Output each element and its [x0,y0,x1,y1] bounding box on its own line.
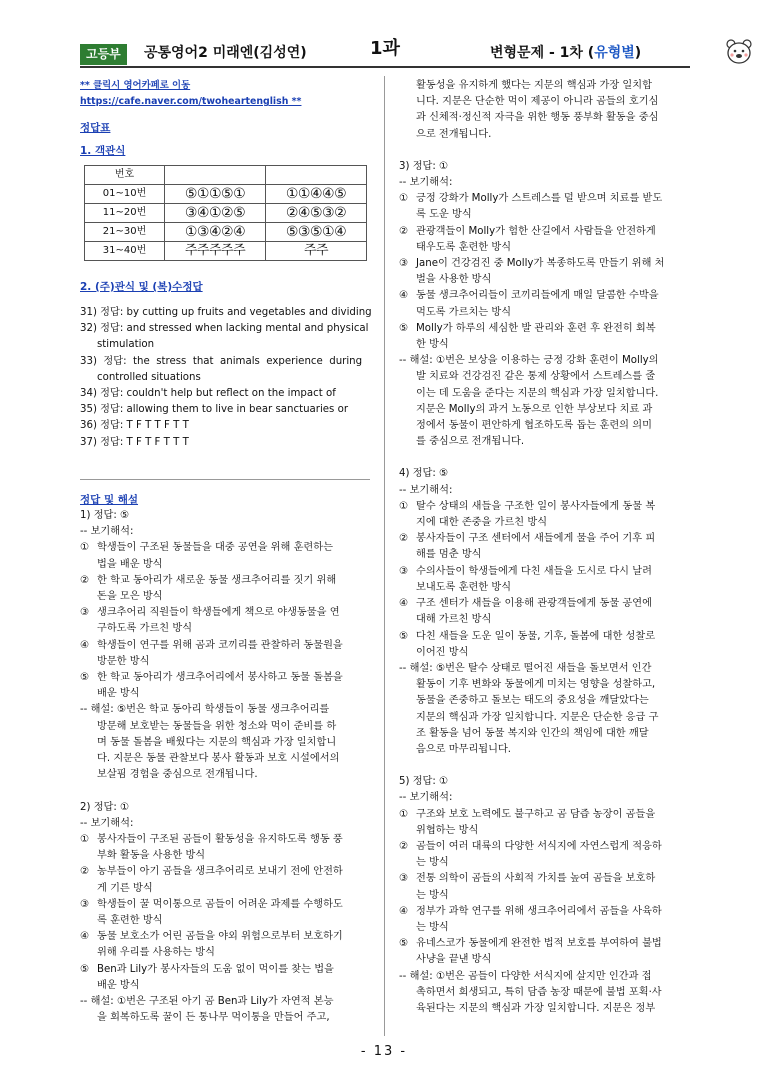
option-item [399,531,689,547]
explanation-line: -- 해설: ⑤번은 탈수 상태로 떨어진 새들을 돌보면서 인간 [399,662,652,674]
question-1 [80,508,370,783]
option-text-cont: 방문한 방식 [97,655,150,667]
subjective-answer-cont: stimulation [97,339,155,351]
option-mark: ③ [399,565,409,577]
range-cell: 01~10번 [85,184,165,203]
option-mark: ⑤ [80,672,90,684]
options-label: -- 보기해석: [80,526,134,538]
option-text: 관광객들이 Molly가 험한 산길에서 사람들을 안전하게 [416,225,656,237]
table-row [85,203,367,222]
option-text: 봉사자들이 구조 센터에서 새들에게 물을 주어 기후 피 [416,533,656,545]
explanation-line: 보살핌 경험을 중심으로 전개됩니다. [97,769,258,781]
option-item [399,288,689,304]
explanation-line: 니다. 지문은 단순한 먹이 제공이 아니라 곰들의 호기심 [416,96,659,108]
subjective-answer: 36) 정답: T F T T F T T [80,420,189,432]
option-text: 농부들이 아기 곰들을 생크추어리로 보내기 전에 안전하 [97,866,343,878]
explanation-line: 활동이 기후 변화와 동물에게 미치는 영향을 성찰하고, [416,679,656,691]
option-text: 전통 의학이 곰들의 사회적 가치를 높여 곰들을 보호하 [416,873,656,885]
table-row [85,165,367,184]
option-mark: ⑤ [399,322,409,334]
option-mark: ③ [399,258,409,270]
option-item [399,629,689,645]
answer-cell: ③④①②⑤ [165,203,266,222]
options-label: -- 보기해석: [399,177,453,189]
answer-cell: 주주 [266,241,367,260]
option-item [399,321,689,337]
subjective-answer: 33) 정답: the stress that animals experience during [80,355,363,367]
option-mark: ⑤ [80,963,90,975]
option-mark: ① [399,500,409,512]
options-label: -- 보기해석: [399,792,453,804]
question-5 [399,774,689,1017]
option-mark: ④ [80,639,90,651]
level-badge: 고등부 [80,44,127,65]
option-text: 탈수 상태의 새들을 구조한 일이 봉사자들에게 동물 복 [416,500,656,512]
answer-table [84,165,367,261]
option-text-cont: 록 도운 방식 [416,209,472,221]
option-item [80,864,370,880]
option-item [399,191,689,207]
option-text-cont: 위협하는 방식 [416,824,479,836]
option-text-cont: 먹도록 가르치는 방식 [416,306,512,318]
left-column [80,78,370,1026]
option-mark: ④ [399,598,409,610]
page-header [80,38,690,68]
option-mark: ① [80,542,90,554]
option-text: 구조와 보호 노력에도 불구하고 곰 담즙 농장이 곰들을 [416,808,656,820]
option-item [399,839,689,855]
option-item [80,929,370,945]
subjective-answer: 35) 정답: allowing them to live in bear sanctuaries or [80,404,349,416]
unit-title: 1과 [370,38,400,59]
option-text-cont: 법을 배운 방식 [97,558,163,570]
option-text-cont: 게 기른 방식 [97,882,153,894]
option-mark: ③ [80,607,90,619]
explanation-line: 이는 데 도움을 준다는 지문의 핵심과 가장 일치합니다. [416,387,659,399]
answer-key-title: 정답표 [80,122,111,135]
subjective-answer: 31) 정답: by cutting up fruits and vegetables and dividing [80,307,372,319]
option-item [80,832,370,848]
cafe-link[interactable]: ** 클릭시 영어카페로 이동 https://cafe.naver.com/twoheartenglish ** [80,80,302,108]
explanation-line: 를 중심으로 전개됩니다. [416,436,525,448]
option-text-cont: 배운 방식 [97,688,140,700]
explanation-line: 을 회복하도록 꿀이 든 통나무 먹이통을 만들어 주고, [97,1012,330,1024]
explanation-line: 으로 전개됩니다. [416,128,492,140]
option-item [80,573,370,589]
options-label: -- 보기해석: [80,817,134,829]
option-mark: ① [80,833,90,845]
option-text: 긍정 강화가 Molly가 스트레스를 덜 받으며 치료를 받도 [416,193,663,205]
option-mark: ① [399,193,409,205]
option-mark: ④ [399,290,409,302]
explanation-line: 촉하면서 희생되고, 특히 담즙 농장 때문에 불법 포획·사 [416,986,662,998]
option-mark: ④ [80,931,90,943]
option-item [80,638,370,654]
answer-cell: ①③④②④ [165,222,266,241]
option-text-cont: 는 방식 [416,889,449,901]
option-text-cont: 보내도록 훈련한 방식 [416,581,512,593]
option-text-cont: 는 방식 [416,857,449,869]
table-header-cell: 번호 [85,165,165,184]
explanation-line: 과 신체적·정신적 자극을 위한 행동 풍부화 활동을 중심 [416,112,659,124]
option-mark: ③ [399,873,409,885]
option-text: 다친 새들을 도운 일이 동물, 기후, 돌봄에 대한 성찰로 [416,630,656,642]
option-text: Ben과 Lily가 봉사자들의 도움 없이 먹이를 찾는 법을 [97,963,334,975]
option-text: 정부가 과학 연구를 위해 생크추어리에서 곰들을 사육하 [416,905,662,917]
option-item [80,897,370,913]
option-mark: ② [399,840,409,852]
explanation-line: 활동성을 유지하게 했다는 지문의 핵심과 가장 일치합 [416,80,652,91]
option-text: 학생들이 연구를 위해 곰과 코끼리를 관찰하러 동물원을 [97,639,343,651]
option-item [399,596,689,612]
option-text-cont: 사냥을 끝낸 방식 [416,954,492,966]
option-item [80,670,370,686]
answer-line: 3) 정답: ① [399,160,449,172]
option-item [399,256,689,272]
option-item [80,962,370,978]
explanation-line: 지문은 Molly의 과거 노동으로 인한 부상보다 치료 과 [416,403,653,415]
option-mark: ③ [80,898,90,910]
option-text-cont: 는 방식 [416,921,449,933]
explanation-line: 며 동물 돌봄을 배웠다는 지문의 핵심과 가장 일치합니 [97,736,337,748]
option-text-cont: 해를 멈춘 방식 [416,549,482,561]
explanations-title: 정답 및 해설 [80,493,139,506]
option-text: Molly가 하루의 세심한 발 관리와 훈련 후 완전히 회복 [416,322,656,334]
option-text-cont: 벌을 사용한 방식 [416,274,492,286]
page-number: - 13 - [360,1044,408,1059]
option-text: 수의사들이 학생들에게 다친 새들을 도시로 다시 날려 [416,565,652,577]
table-row [85,184,367,203]
option-item [399,499,689,515]
option-mark: ② [80,866,90,878]
option-item [80,605,370,621]
answer-cell: 주주주주주 [165,241,266,260]
option-text-cont: 록 훈련한 방식 [97,914,163,926]
explanation-line: -- 해설: ①번은 보상을 이용하는 긍정 강화 훈련이 Molly의 [399,355,659,367]
explanation-line: 다. 지문은 동물 관찰보다 봉사 활동과 보호 시설에서의 [97,753,340,765]
question-4 [399,466,689,758]
option-text: 유네스코가 동물에게 완전한 법적 보호를 부여하여 불법 [416,938,662,950]
explanation-line: 정에서 동물이 편안하게 협조하도록 돕는 훈련의 의미 [416,420,652,432]
option-text: 봉사자들이 구조된 곰들이 활동성을 유지하도록 행동 풍 [97,833,343,845]
section-divider [80,479,370,480]
table-row [85,241,367,260]
option-text-cont: 대해 가르친 방식 [416,614,492,626]
subjective-title: 2. (주)관식 및 (복)수정답 [80,280,203,293]
answer-line: 2) 정답: ① [80,801,130,813]
option-text-cont: 위해 우리를 사용하는 방식 [97,947,215,959]
option-item [399,871,689,887]
option-text: 동물 생크추어리들이 코끼리들에게 매일 달콤한 수박을 [416,290,659,302]
explanation-line: 발 치료와 건강검진 같은 통제 상황에서 스트레스를 줄 [416,371,656,383]
option-item [399,564,689,580]
test-title: 변형문제 - 1차 (유형별) [490,45,642,61]
objective-title: 1. 객관식 [80,144,126,157]
option-text: 한 학교 동아리가 생크추어리에서 봉사하고 동물 돌봄을 [97,672,343,684]
range-cell: 31~40번 [85,241,165,260]
subjective-answer: 32) 정답: and stressed when lacking mental and physical [80,323,369,335]
answer-cell: ②④⑤③② [266,203,367,222]
question-3 [399,159,689,451]
option-mark: ② [80,574,90,586]
option-text-cont: 지에 대한 존중을 가르친 방식 [416,517,548,529]
subjective-answer: 34) 정답: couldn't help but reflect on the impact of [80,388,336,400]
option-item [399,224,689,240]
explanation-line: -- 해설: ⑤번은 학교 동아리 학생들이 동물 생크추어리를 [80,704,330,716]
option-text-cont: 태우도록 훈련한 방식 [416,241,512,253]
option-text: 생크추어리 직원들이 학생들에게 책으로 야생동물을 연 [97,607,340,619]
question-2-continued [399,78,689,143]
option-text-cont: 구하도록 가르친 방식 [97,623,193,635]
range-cell: 21~30번 [85,222,165,241]
course-title: 공통영어2 미래엔(김성연) [144,45,307,61]
options-label: -- 보기해석: [399,484,453,496]
answer-cell: ⑤①①⑤① [165,184,266,203]
option-mark: ④ [399,905,409,917]
explanation-line: 음으로 마무리됩니다. [416,743,512,755]
explanation-line: 방문해 보호받는 동물들을 위한 청소와 먹이 준비를 하 [97,720,337,732]
answer-line: 1) 정답: ⑤ [80,510,130,522]
option-mark: ⑤ [399,630,409,642]
option-item [399,904,689,920]
option-mark: ① [399,808,409,820]
option-text-cont: 돈을 모은 방식 [97,591,163,603]
option-item [80,540,370,556]
subjective-answer: 37) 정답: T F T F T T T [80,436,189,448]
answer-cell: ①①④④⑤ [266,184,367,203]
option-text: 학생들이 구조된 동물들을 대중 공연을 위해 훈련하는 [97,542,333,554]
subjective-answers [80,305,370,451]
range-cell: 11~20번 [85,203,165,222]
option-text: 학생들이 꿀 먹이통으로 곰들이 어려운 과제를 수행하도 [97,898,343,910]
table-row [85,222,367,241]
option-text: 동물 보호소가 어린 곰들을 야외 위험으로부터 보호하기 [97,931,343,943]
question-2 [80,800,370,1027]
option-item [399,936,689,952]
right-column [399,78,689,1017]
option-mark: ② [399,225,409,237]
option-item [399,807,689,823]
option-text: Jane이 건강검진 중 Molly가 복종하도록 만들기 위해 처 [416,258,665,270]
answer-cell: ⑤③⑤①④ [266,222,367,241]
option-mark: ② [399,533,409,545]
explanation-line: -- 해설: ①번은 곰들이 다양한 서식지에 살지만 인간과 접 [399,970,652,982]
option-text-cont: 부화 활동을 사용한 방식 [97,850,206,862]
bear-mascot-icon [724,36,754,66]
option-text-cont: 배운 방식 [97,979,140,991]
explanation-line: -- 해설: ①번은 구조된 아기 곰 Ben과 Lily가 자연적 본능 [80,995,334,1007]
option-text-cont: 이어진 방식 [416,646,469,658]
explanation-line: 지문의 핵심과 가장 일치합니다. 지문은 단순한 응급 구 [416,711,659,723]
answer-line: 4) 정답: ⑤ [399,468,449,480]
explanation-line: 조 활동을 넘어 동물 복지와 인간의 책임에 대한 깨달 [416,727,649,739]
option-text-cont: 한 방식 [416,339,449,351]
option-text: 한 학교 동아리가 새로운 동물 생크추어리를 짓기 위해 [97,574,337,586]
option-text: 곰들이 여러 대륙의 다양한 서식지에 자연스럽게 적응하 [416,840,662,852]
answer-line: 5) 정답: ① [399,776,449,788]
option-text: 구조 센터가 새들을 이용해 관광객들에게 동물 공연에 [416,598,652,610]
column-divider [384,76,385,1036]
subjective-answer-cont: controlled situations [97,371,201,383]
option-mark: ⑤ [399,938,409,950]
explanation-line: 동물을 존중하고 돌보는 태도의 중요성을 깨달았다는 [416,695,649,707]
explanation-line: 육된다는 지문의 핵심과 가장 일치합니다. 지문은 정부 [416,1002,656,1014]
